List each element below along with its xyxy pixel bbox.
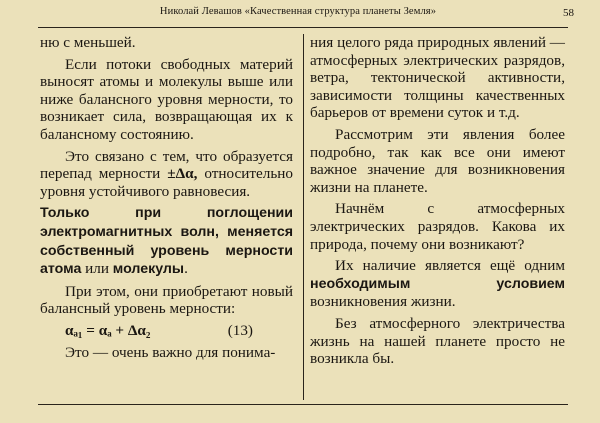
paragraph: При этом, они приобретают новый балансный уровень мерности: (40, 282, 293, 318)
paragraph: ния целого ряда природных явлений — атмосферных электрических разрядов, ветра, тектонической активности, зависимости толщины качественных барьеров от времени суток и т.д. (310, 34, 565, 122)
running-header: Николай Левашов «Качественная структура планеты Земля» (159, 6, 437, 17)
footer-rule (38, 404, 568, 405)
right-column (310, 34, 565, 372)
delta-alpha-term: ±Δα, (167, 165, 198, 183)
paragraph (40, 148, 293, 201)
paragraph: Начнём с атмосферных электрических разрядов. Какова их природа, почему они возникают? (310, 200, 565, 253)
paragraph-text: Это связано с тем, что образуется перепад мерности (40, 147, 293, 183)
paragraph: Без атмосферного электричества жизнь на нашей планете просто не возникла бы. (310, 314, 565, 368)
paragraph (40, 204, 293, 278)
emphasis-text: необходимым условием (310, 275, 565, 292)
paragraph-text: или (81, 260, 113, 278)
paragraph-text: относительно уровня устойчивого равновесия. (40, 165, 293, 200)
paragraph-text: Их наличие является ещё одним (335, 257, 565, 275)
column-divider (303, 34, 304, 400)
emphasis-text: Только при поглощении электромагнитных волн, меняется собственный уровень мерности атома (40, 205, 293, 278)
paragraph: Рассмотрим эти явления более подробно, так как все они имеют важное значение для возникновения жизни на планете. (310, 125, 565, 196)
left-column (40, 34, 293, 365)
paragraph-text: . (184, 260, 188, 278)
formula-number: (13) (227, 321, 253, 339)
page-number: 58 (563, 7, 574, 19)
paragraph (310, 257, 565, 311)
paragraph: Это — очень важно для понима- (65, 343, 276, 361)
header-rule (38, 27, 568, 28)
paragraph: ню с меньшей. (40, 34, 136, 51)
paragraph: Если потоки свободных материй выносят атомы и молекулы выше или ниже балансного уровня мерности, то возникает сила, возвращающая их к балансному состоянию. (40, 55, 293, 143)
paragraph-text: возникновения жизни. (310, 293, 456, 311)
formula: αₐ₁ = αₐ + Δα₂ (65, 321, 151, 339)
emphasis-text: молекулы (112, 261, 185, 278)
formula-line (40, 322, 293, 340)
